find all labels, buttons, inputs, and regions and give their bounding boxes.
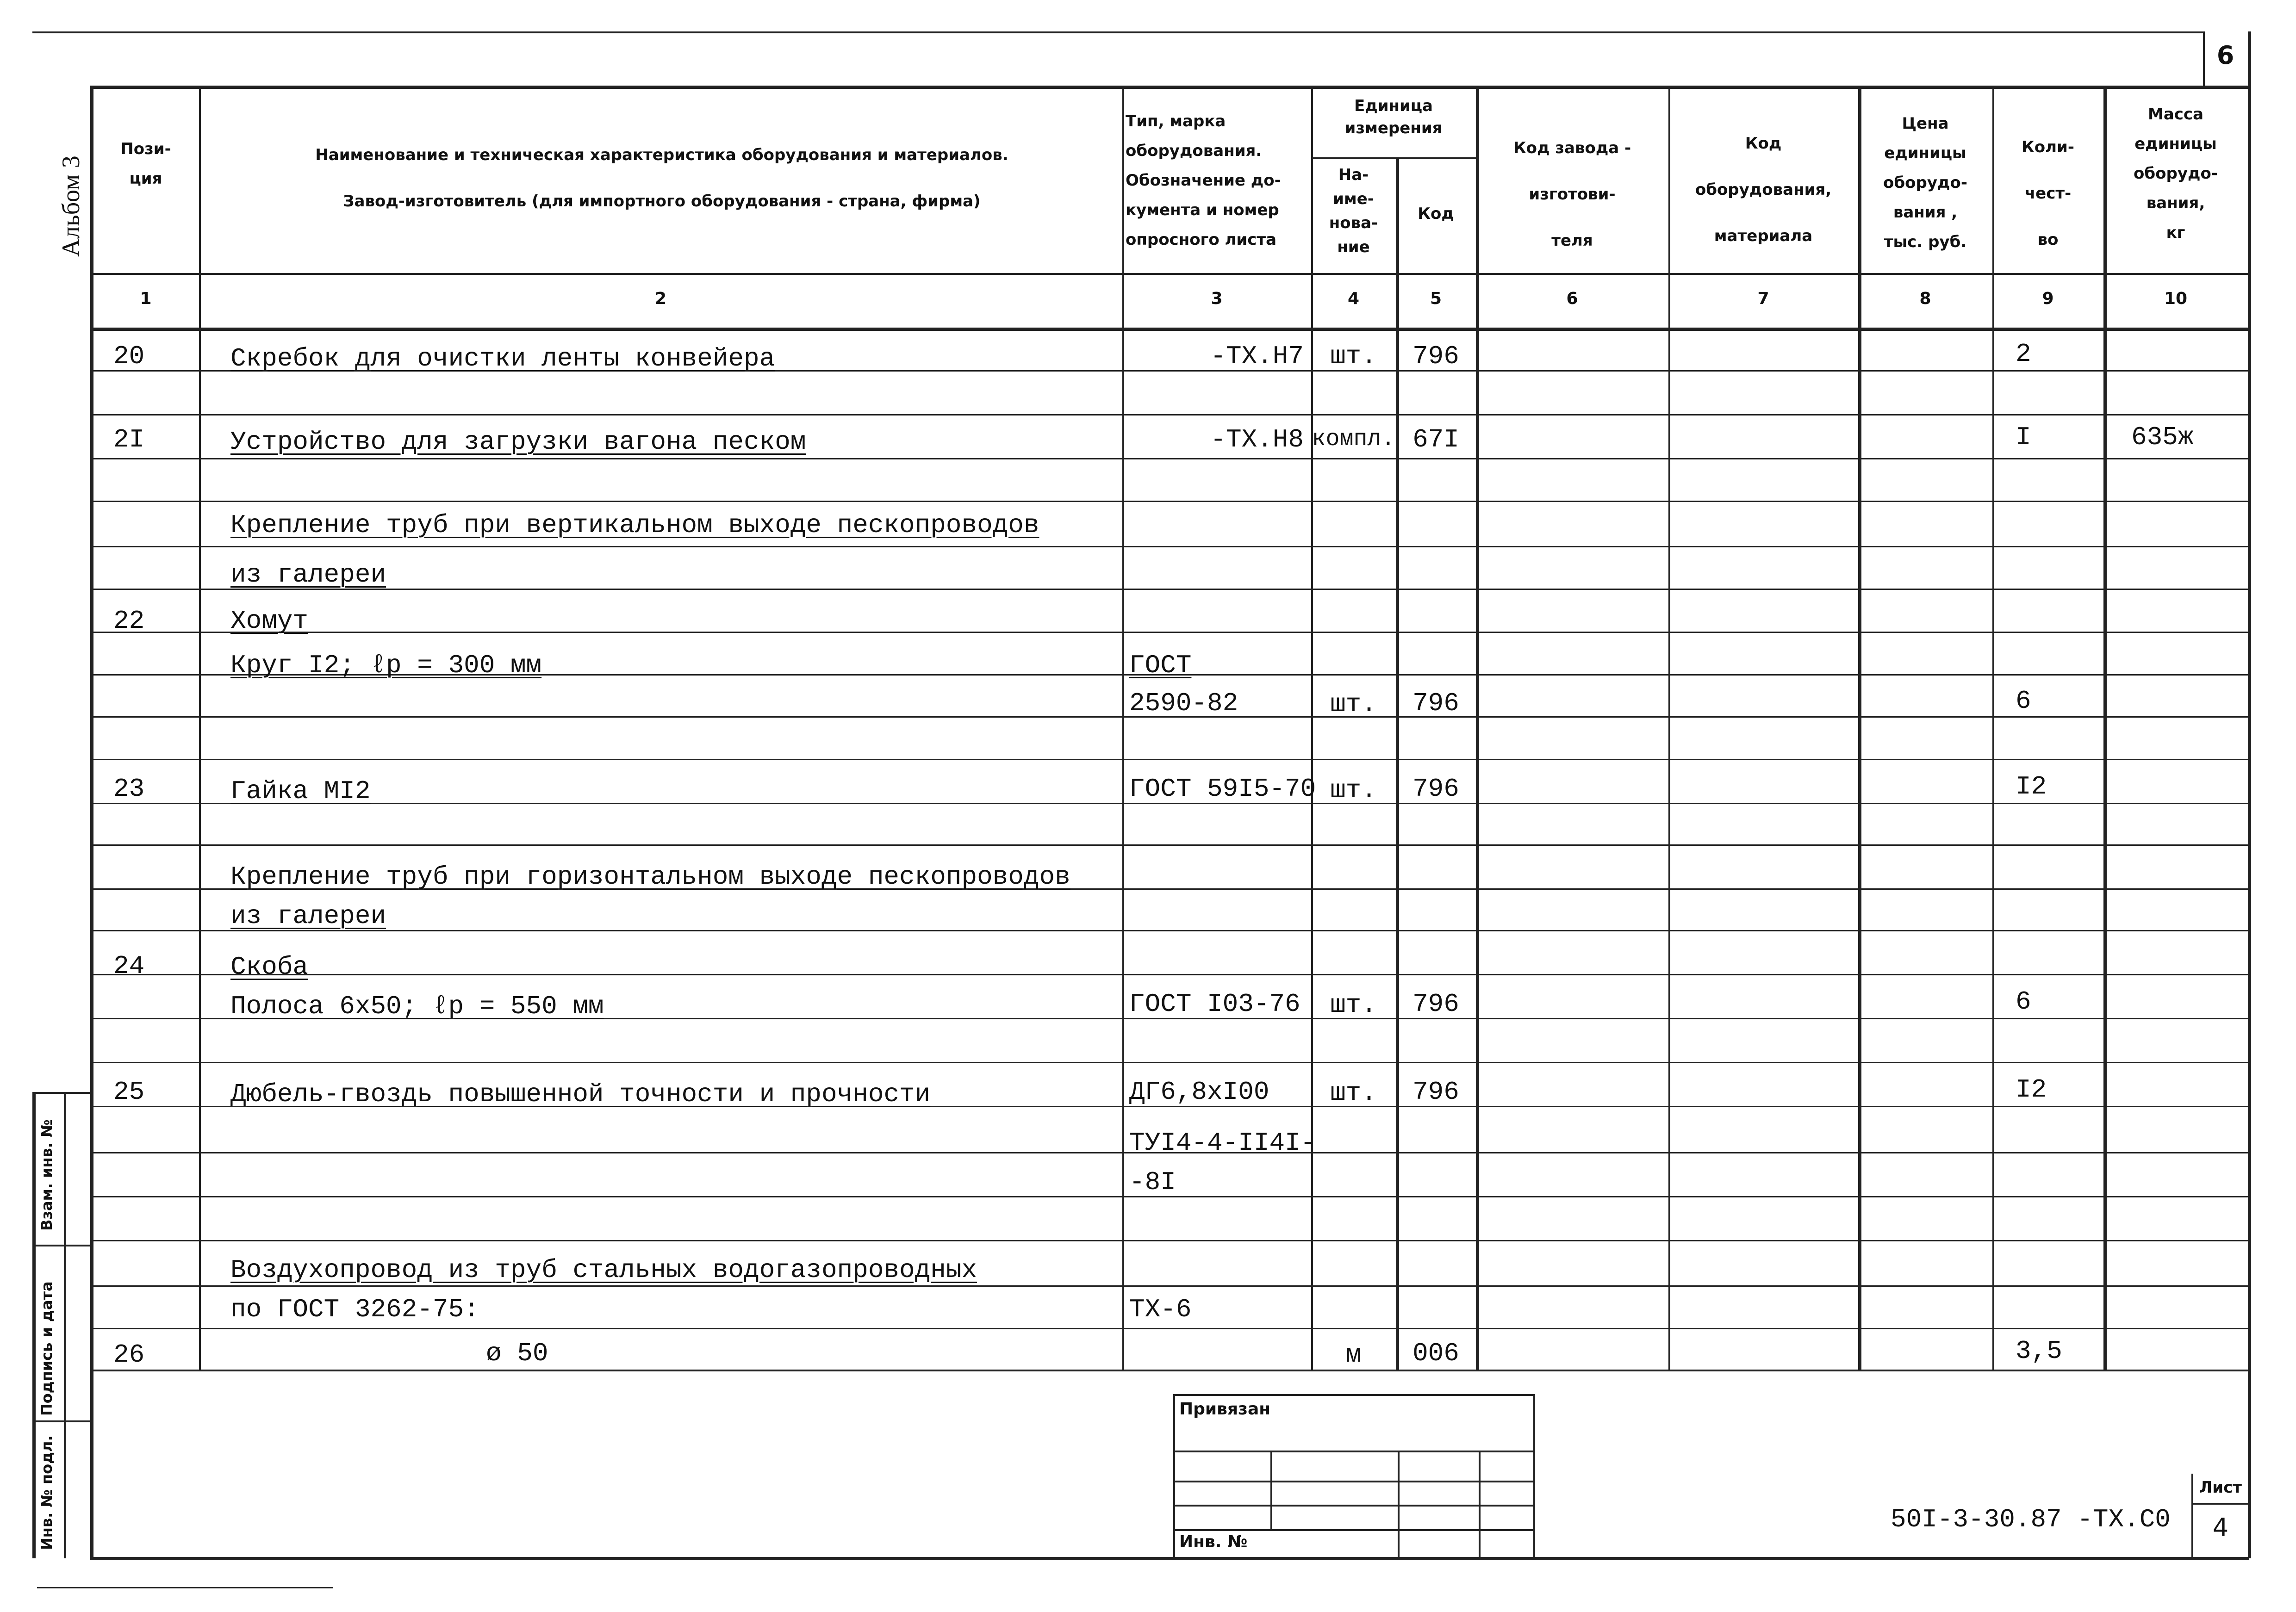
hdr-equipment-code: Код оборудования, материала bbox=[1695, 134, 1832, 245]
album-label: Альбом 3 bbox=[57, 155, 85, 257]
name-krepl-vert: Крепление труб при вертикальном выходе пескопроводов bbox=[230, 510, 1039, 540]
row-line bbox=[90, 1240, 2249, 1241]
code-26: 006 bbox=[1412, 1339, 1459, 1368]
unit-26: м bbox=[1345, 1340, 1362, 1370]
hdr-type: Тип, марка оборудования. Обозначение до- кумента и номер опросного листа bbox=[1126, 112, 1281, 249]
side-strip-div2 bbox=[32, 1245, 92, 1246]
qty-26: 3,5 bbox=[2016, 1336, 2062, 1366]
list-box-mid bbox=[2191, 1503, 2249, 1505]
colnum-6: 6 bbox=[1566, 289, 1578, 308]
name-khomut: Хомут bbox=[230, 606, 309, 636]
colnum-7: 7 bbox=[1757, 289, 1769, 308]
col-sep-2 bbox=[1122, 86, 1124, 1370]
type-tx6: ТХ-6 bbox=[1129, 1295, 1192, 1324]
name-krug: Круг I2; ℓр = 300 мм bbox=[230, 651, 542, 680]
stamp-inv-no: Инв. № bbox=[1179, 1532, 1248, 1551]
list-label: Лист bbox=[2199, 1478, 2242, 1497]
colnum-4: 4 bbox=[1347, 289, 1360, 308]
col-sep-7 bbox=[1858, 86, 1861, 1370]
header-bottom-line bbox=[90, 273, 2249, 275]
hdr-unit: Единица измерения bbox=[1344, 97, 1443, 137]
row-line bbox=[90, 458, 2249, 459]
qty-22: 6 bbox=[2016, 686, 2031, 716]
name-skoba: Скоба bbox=[230, 952, 309, 982]
name-26: ø 50 bbox=[486, 1339, 548, 1368]
colnum-5: 5 bbox=[1430, 289, 1442, 308]
hdr-mass: Масса единицы оборудо- вания, кг bbox=[2134, 105, 2218, 242]
side-strip-inner bbox=[64, 1092, 66, 1558]
pos-25: 25 bbox=[113, 1077, 145, 1107]
row-line bbox=[90, 930, 2249, 931]
colnum-1: 1 bbox=[140, 289, 152, 308]
unit-20: шт. bbox=[1330, 341, 1377, 371]
row-line bbox=[90, 1285, 2249, 1287]
pos-20: 20 bbox=[113, 341, 145, 371]
unit-sub-line bbox=[1311, 157, 1476, 159]
type-25-tu2: -8I bbox=[1129, 1167, 1176, 1197]
list-number: 4 bbox=[2212, 1513, 2229, 1542]
stamp-col3 bbox=[1479, 1451, 1481, 1557]
row-line bbox=[90, 1328, 2249, 1329]
podpis-data-label: Подпись и дата bbox=[38, 1281, 56, 1416]
row-line bbox=[90, 844, 2249, 846]
side-strip-outer bbox=[32, 1092, 36, 1558]
type-24: ГОСТ I03-76 bbox=[1129, 989, 1300, 1019]
col-sep-6 bbox=[1668, 86, 1670, 1370]
colnum-3: 3 bbox=[1211, 289, 1223, 308]
hdr-price: Цена единицы оборудо- вания , тыс. руб. bbox=[1883, 114, 1967, 251]
type-25-tu: ТУI4-4-II4I- bbox=[1129, 1128, 1316, 1158]
list-box-left bbox=[2191, 1474, 2193, 1557]
hdr-position: Пози- ция bbox=[120, 140, 171, 188]
row-line bbox=[90, 501, 2249, 502]
col-sep-9 bbox=[2103, 86, 2107, 1370]
name-vozdukh: Воздухопровод из труб стальных водогазопроводных bbox=[230, 1255, 977, 1285]
unit-22: шт. bbox=[1330, 689, 1377, 719]
name-polosa: Полоса 6х50; ℓр = 550 мм bbox=[230, 992, 604, 1021]
col-sep-8 bbox=[1992, 86, 1994, 1370]
type-21: -ТХ.Н8 bbox=[1210, 425, 1304, 454]
name-gost3262: по ГОСТ 3262-75: bbox=[230, 1295, 479, 1324]
pos-22: 22 bbox=[113, 606, 145, 636]
type-23: ГОСТ 59I5-70 bbox=[1129, 774, 1316, 804]
row-line bbox=[90, 759, 2249, 760]
col-sep-1 bbox=[199, 86, 201, 1370]
row-line bbox=[90, 589, 2249, 590]
name-krepl-gor: Крепление труб при горизонтальном выходе пескопроводов bbox=[230, 862, 1070, 892]
name-23: Гайка МI2 bbox=[230, 776, 371, 806]
top-rule bbox=[32, 31, 2203, 33]
side-strip-div1 bbox=[32, 1092, 92, 1094]
qty-20: 2 bbox=[2016, 339, 2031, 369]
unit-24: шт. bbox=[1330, 990, 1377, 1020]
unit-25: шт. bbox=[1330, 1078, 1377, 1108]
side-strip-div3 bbox=[32, 1420, 92, 1422]
name-25: Дюбель-гвоздь повышенной точности и прочности bbox=[230, 1079, 931, 1109]
qty-25: I2 bbox=[2016, 1075, 2047, 1104]
stamp-left bbox=[1173, 1394, 1175, 1557]
document-code: 50I-3-30.87 -ТХ.С0 bbox=[1891, 1505, 2171, 1534]
row-line bbox=[90, 546, 2249, 547]
hdr-name: Наименование и техническая характеристика оборудования и материалов. Завод-изготовитель (для импортного оборудования - страна, фирма) bbox=[315, 146, 1008, 211]
name-21: Устройство для загрузки вагона песком bbox=[230, 427, 806, 457]
code-21: 67I bbox=[1412, 425, 1459, 454]
stamp-right bbox=[1533, 1394, 1535, 1557]
unit-23: шт. bbox=[1330, 775, 1377, 805]
stamp-col1 bbox=[1270, 1451, 1272, 1529]
name-iz-galerei-2: из галереи bbox=[230, 901, 386, 931]
qty-21: I bbox=[2016, 422, 2031, 452]
inv-podl-label: Инв. № подл. bbox=[38, 1435, 56, 1550]
vzam-inv-label: Взам. инв. № bbox=[38, 1119, 56, 1231]
stamp-top bbox=[1173, 1394, 1534, 1396]
table-top-border bbox=[90, 86, 2249, 89]
hdr-quantity: Коли- чест- во bbox=[2022, 138, 2074, 249]
type-2590: 2590-82 bbox=[1129, 688, 1238, 718]
frame-bottom-border bbox=[90, 1557, 2249, 1560]
row-line bbox=[90, 414, 2249, 415]
colnum-10: 10 bbox=[2164, 289, 2188, 308]
pos-23: 23 bbox=[113, 774, 145, 804]
pos-21: 2I bbox=[113, 425, 145, 454]
type-25: ДГ6,8хI00 bbox=[1129, 1077, 1269, 1107]
type-gost-22: ГОСТ bbox=[1129, 651, 1192, 680]
bottom-trim-line bbox=[37, 1587, 333, 1588]
frame-right-border bbox=[2248, 31, 2251, 1558]
unit-21: компл. bbox=[1312, 426, 1395, 453]
colnum-2: 2 bbox=[654, 289, 667, 308]
code-23: 796 bbox=[1412, 774, 1459, 804]
name-20: Скребок для очистки ленты конвейера bbox=[230, 344, 775, 373]
colnum-8: 8 bbox=[1919, 289, 1931, 308]
sheet-page-number: 6 bbox=[2216, 41, 2234, 70]
pos-26: 26 bbox=[113, 1340, 145, 1370]
qty-24: 6 bbox=[2016, 987, 2031, 1017]
row-line bbox=[90, 974, 2249, 975]
stamp-privyazan: Привязан bbox=[1179, 1400, 1271, 1419]
col-sep-3 bbox=[1311, 86, 1313, 1370]
mass-21: 635ж bbox=[2131, 422, 2194, 452]
table-bottom-line bbox=[90, 1370, 2249, 1371]
hdr-unit-code: Код bbox=[1418, 205, 1454, 223]
code-25: 796 bbox=[1412, 1077, 1459, 1107]
colnum-9: 9 bbox=[2042, 289, 2054, 308]
code-22: 796 bbox=[1412, 688, 1459, 718]
col-sep-4 bbox=[1396, 157, 1399, 1370]
hdr-factory-code: Код завода - изготови- теля bbox=[1513, 139, 1631, 250]
type-20: -ТХ.Н7 bbox=[1210, 341, 1304, 371]
qty-23: I2 bbox=[2016, 772, 2047, 801]
code-24: 796 bbox=[1412, 989, 1459, 1019]
col-sep-5 bbox=[1476, 86, 1479, 1370]
stamp-col2 bbox=[1398, 1451, 1400, 1557]
name-iz-galerei-1: из галереи bbox=[230, 560, 386, 589]
colnum-bottom-line bbox=[90, 328, 2249, 331]
pos-24: 24 bbox=[113, 951, 145, 981]
hdr-unit-name: На- име- нова- ние bbox=[1329, 166, 1378, 256]
row-line bbox=[90, 1062, 2249, 1063]
code-20: 796 bbox=[1412, 341, 1459, 371]
row-line bbox=[90, 632, 2249, 633]
